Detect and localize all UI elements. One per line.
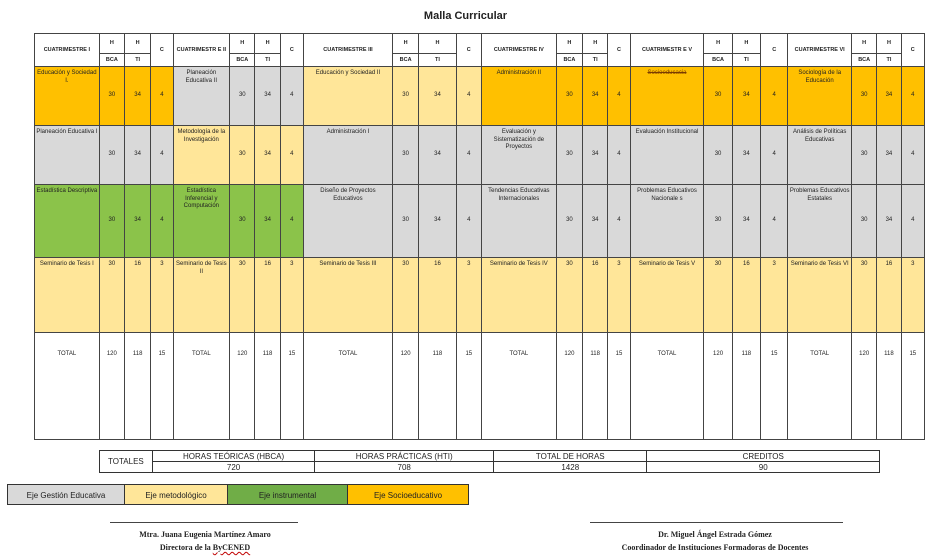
signatory-name-left: Mtra. Juana Eugenia Martínez Amaro bbox=[139, 530, 271, 539]
course-row bbox=[35, 185, 925, 258]
total-label: TOTAL bbox=[303, 333, 392, 440]
page-title: Malla Curricular bbox=[423, 10, 508, 22]
totals-header-total: TOTAL DE HORAS bbox=[494, 451, 647, 462]
total-credits: 15 bbox=[901, 333, 924, 440]
credits: 4 bbox=[456, 126, 481, 185]
total-credits: 15 bbox=[761, 333, 788, 440]
hours-bca: 30 bbox=[230, 126, 255, 185]
total-credits: 15 bbox=[456, 333, 481, 440]
col-bca-header: BCA bbox=[852, 54, 877, 67]
hours-ti: 34 bbox=[255, 126, 280, 185]
course-name: Seminario de Tesis III bbox=[303, 258, 392, 333]
col-bca-header: BCA bbox=[556, 54, 582, 67]
total-label: TOTAL bbox=[35, 333, 100, 440]
credits: 4 bbox=[608, 126, 630, 185]
legend-metodologico bbox=[124, 484, 228, 505]
col-c-header: C bbox=[456, 34, 481, 67]
credits: 3 bbox=[608, 258, 630, 333]
hours-ti: 34 bbox=[583, 67, 608, 126]
course-name: Educación y Sociedad I. bbox=[35, 67, 100, 126]
hours-ti: 16 bbox=[419, 258, 456, 333]
hours-ti: 16 bbox=[732, 258, 760, 333]
col-c-header: C bbox=[280, 34, 303, 67]
credits: 4 bbox=[280, 126, 303, 185]
course-name: Evaluación y Sistematización de Proyectos bbox=[481, 126, 556, 185]
hours-ti: 34 bbox=[125, 67, 151, 126]
col-h-header: H bbox=[704, 34, 732, 54]
signature-left bbox=[95, 530, 315, 552]
hours-bca: 30 bbox=[556, 67, 582, 126]
totals-value-credits: 90 bbox=[647, 462, 880, 473]
col-c-header: C bbox=[761, 34, 788, 67]
credits: 3 bbox=[280, 258, 303, 333]
course-name: Administración II bbox=[481, 67, 556, 126]
hours-bca: 30 bbox=[392, 185, 418, 258]
hours-bca: 30 bbox=[556, 185, 582, 258]
legend-instrumental bbox=[227, 484, 348, 505]
signatory-name-right: Dr. Miguel Ángel Estrada Gómez bbox=[658, 530, 772, 539]
course-name: Problemas Educativos Estatales bbox=[788, 185, 852, 258]
credits: 3 bbox=[761, 258, 788, 333]
hours-ti: 34 bbox=[125, 185, 151, 258]
hours-ti: 34 bbox=[732, 185, 760, 258]
col-h-header: H bbox=[583, 34, 608, 54]
hours-ti: 34 bbox=[419, 67, 456, 126]
totals-header-hbca: HORAS TEÓRICAS (HBCA) bbox=[152, 451, 315, 462]
hours-ti: 34 bbox=[419, 126, 456, 185]
semester-header: CUATRIMESTRE III bbox=[303, 34, 392, 67]
credits: 4 bbox=[901, 126, 924, 185]
hours-bca: 30 bbox=[230, 185, 255, 258]
total-label: TOTAL bbox=[481, 333, 556, 440]
hours-ti: 34 bbox=[125, 126, 151, 185]
course-name: Estadística Descriptiva bbox=[35, 185, 100, 258]
course-name: Seminario de Tesis IV bbox=[481, 258, 556, 333]
credits: 4 bbox=[608, 67, 630, 126]
course-name: Análisis de Políticas Educativas bbox=[788, 126, 852, 185]
hours-ti: 34 bbox=[255, 67, 280, 126]
course-row bbox=[35, 126, 925, 185]
total-bca: 120 bbox=[556, 333, 582, 440]
hours-ti: 16 bbox=[255, 258, 280, 333]
hours-bca: 30 bbox=[392, 126, 418, 185]
hours-bca: 30 bbox=[704, 258, 732, 333]
semester-header: CUATRIMESTRE IV bbox=[481, 34, 556, 67]
header-row bbox=[35, 34, 925, 54]
totals-value-hti: 708 bbox=[315, 462, 494, 473]
course-name: Seminario de Tesis VI bbox=[788, 258, 852, 333]
signature-line-left bbox=[110, 522, 298, 523]
col-h-header: H bbox=[419, 34, 456, 54]
hours-bca: 30 bbox=[852, 185, 877, 258]
total-label: TOTAL bbox=[173, 333, 230, 440]
hours-bca: 30 bbox=[99, 126, 124, 185]
totals-header-hti: HORAS PRÁCTICAS (HTI) bbox=[315, 451, 494, 462]
hours-bca: 30 bbox=[392, 67, 418, 126]
total-bca: 120 bbox=[852, 333, 877, 440]
col-bca-header: BCA bbox=[704, 54, 732, 67]
semester-header: CUATRIMESTR E II bbox=[173, 34, 230, 67]
course-name: Educación y Sociedad II bbox=[303, 67, 392, 126]
credits: 4 bbox=[151, 126, 173, 185]
col-ti-header: TI bbox=[583, 54, 608, 67]
credits: 4 bbox=[456, 185, 481, 258]
total-bca: 120 bbox=[392, 333, 418, 440]
total-bca: 120 bbox=[230, 333, 255, 440]
hours-bca: 30 bbox=[704, 67, 732, 126]
hours-bca: 30 bbox=[556, 126, 582, 185]
hours-bca: 30 bbox=[99, 67, 124, 126]
credits: 4 bbox=[901, 67, 924, 126]
total-bca: 120 bbox=[99, 333, 124, 440]
role-prefix: Directora de la bbox=[159, 543, 213, 552]
totals-header-credits: CREDITOS bbox=[647, 451, 880, 462]
credits: 3 bbox=[901, 258, 924, 333]
col-c-header: C bbox=[901, 34, 924, 67]
hours-bca: 30 bbox=[99, 258, 124, 333]
hours-ti: 34 bbox=[732, 67, 760, 126]
hours-ti: 34 bbox=[583, 185, 608, 258]
col-h-header: H bbox=[852, 34, 877, 54]
col-bca-header: BCA bbox=[99, 54, 124, 67]
hours-bca: 30 bbox=[392, 258, 418, 333]
total-ti: 118 bbox=[583, 333, 608, 440]
col-ti-header: TI bbox=[732, 54, 760, 67]
hours-ti: 16 bbox=[583, 258, 608, 333]
course-name: Socioeducacia bbox=[630, 67, 704, 126]
total-credits: 15 bbox=[608, 333, 630, 440]
col-h-header: H bbox=[732, 34, 760, 54]
credits: 4 bbox=[761, 67, 788, 126]
col-bca-header: BCA bbox=[392, 54, 418, 67]
total-ti: 118 bbox=[125, 333, 151, 440]
role-org: ByCENED bbox=[212, 543, 251, 552]
legend-label: Eje Socioeducativo bbox=[373, 491, 443, 500]
credits: 4 bbox=[761, 126, 788, 185]
totals-value-hbca: 720 bbox=[152, 462, 315, 473]
total-ti: 118 bbox=[255, 333, 280, 440]
course-name: Administración I bbox=[303, 126, 392, 185]
course-name: Evaluación Institucional bbox=[630, 126, 704, 185]
col-c-header: C bbox=[608, 34, 630, 67]
credits: 4 bbox=[761, 185, 788, 258]
col-h-header: H bbox=[99, 34, 124, 54]
credits: 3 bbox=[456, 258, 481, 333]
hours-bca: 30 bbox=[99, 185, 124, 258]
hours-ti: 16 bbox=[125, 258, 151, 333]
course-name: Metodología de la Investigación bbox=[173, 126, 230, 185]
hours-bca: 30 bbox=[704, 185, 732, 258]
col-h-header: H bbox=[230, 34, 255, 54]
totals-label: TOTALES bbox=[100, 451, 153, 473]
credits: 4 bbox=[456, 67, 481, 126]
credits: 4 bbox=[151, 67, 173, 126]
total-ti: 118 bbox=[732, 333, 760, 440]
hours-ti: 34 bbox=[419, 185, 456, 258]
course-name: Sociología de la Educación bbox=[788, 67, 852, 126]
course-name: Planeación Educativa I bbox=[35, 126, 100, 185]
total-label: TOTAL bbox=[630, 333, 704, 440]
credits: 4 bbox=[608, 185, 630, 258]
signature-line-right bbox=[590, 522, 843, 523]
course-row bbox=[35, 67, 925, 126]
signature-right bbox=[570, 530, 860, 552]
col-ti-header: TI bbox=[255, 54, 280, 67]
total-ti: 118 bbox=[877, 333, 901, 440]
semester-header: CUATRIMESTRE I bbox=[35, 34, 100, 67]
total-row bbox=[35, 333, 925, 440]
credits: 4 bbox=[280, 185, 303, 258]
total-bca: 120 bbox=[704, 333, 732, 440]
credits: 3 bbox=[151, 258, 173, 333]
total-credits: 15 bbox=[151, 333, 173, 440]
col-ti-header: TI bbox=[419, 54, 456, 67]
totals-table bbox=[99, 450, 880, 473]
credits: 4 bbox=[151, 185, 173, 258]
signatory-role-left bbox=[95, 543, 315, 552]
credits: 4 bbox=[901, 185, 924, 258]
legend-socioeducativo bbox=[347, 484, 469, 505]
hours-bca: 30 bbox=[852, 258, 877, 333]
total-label: TOTAL bbox=[788, 333, 852, 440]
total-credits: 15 bbox=[280, 333, 303, 440]
curriculum-table bbox=[34, 33, 925, 440]
col-h-header: H bbox=[255, 34, 280, 54]
hours-ti: 34 bbox=[877, 185, 901, 258]
col-h-header: H bbox=[556, 34, 582, 54]
hours-bca: 30 bbox=[704, 126, 732, 185]
col-ti-header: TI bbox=[877, 54, 901, 67]
col-c-header: C bbox=[151, 34, 173, 67]
col-h-header: H bbox=[877, 34, 901, 54]
hours-ti: 34 bbox=[255, 185, 280, 258]
hours-ti: 34 bbox=[732, 126, 760, 185]
course-name: Tendencias Educativas Internacionales bbox=[481, 185, 556, 258]
curriculum-body bbox=[35, 34, 925, 440]
col-ti-header: TI bbox=[125, 54, 151, 67]
hours-ti: 16 bbox=[877, 258, 901, 333]
hours-bca: 30 bbox=[852, 67, 877, 126]
col-h-header: H bbox=[392, 34, 418, 54]
legend-label: Eje Gestión Educativa bbox=[26, 491, 106, 500]
hours-bca: 30 bbox=[852, 126, 877, 185]
total-ti: 118 bbox=[419, 333, 456, 440]
hours-ti: 34 bbox=[877, 67, 901, 126]
legend-gestion-educativa bbox=[7, 484, 125, 505]
credits: 4 bbox=[280, 67, 303, 126]
legend-label: Eje instrumental bbox=[258, 491, 317, 500]
course-name: Seminario de Tesis II bbox=[173, 258, 230, 333]
totals-value-total: 1428 bbox=[494, 462, 647, 473]
course-name: Diseño de Proyectos Educativos bbox=[303, 185, 392, 258]
hours-ti: 34 bbox=[877, 126, 901, 185]
hours-bca: 30 bbox=[230, 67, 255, 126]
course-name: Seminario de Tesis I bbox=[35, 258, 100, 333]
legend-label: Eje metodológico bbox=[145, 491, 207, 500]
course-row bbox=[35, 258, 925, 333]
semester-header: CUATRIMESTRE VI bbox=[788, 34, 852, 67]
semester-header: CUATRIMESTR E V bbox=[630, 34, 704, 67]
hours-bca: 30 bbox=[230, 258, 255, 333]
course-name: Planeación Educativa II bbox=[173, 67, 230, 126]
signatory-role-right: Coordinador de Instituciones Formadoras de Docentes bbox=[621, 543, 809, 552]
course-name: Seminario de Tesis V bbox=[630, 258, 704, 333]
hours-ti: 34 bbox=[583, 126, 608, 185]
course-name: Problemas Educativos Nacionale s bbox=[630, 185, 704, 258]
col-bca-header: BCA bbox=[230, 54, 255, 67]
col-h-header: H bbox=[125, 34, 151, 54]
hours-bca: 30 bbox=[556, 258, 582, 333]
course-name: Estadística Inferencial y Computación bbox=[173, 185, 230, 258]
